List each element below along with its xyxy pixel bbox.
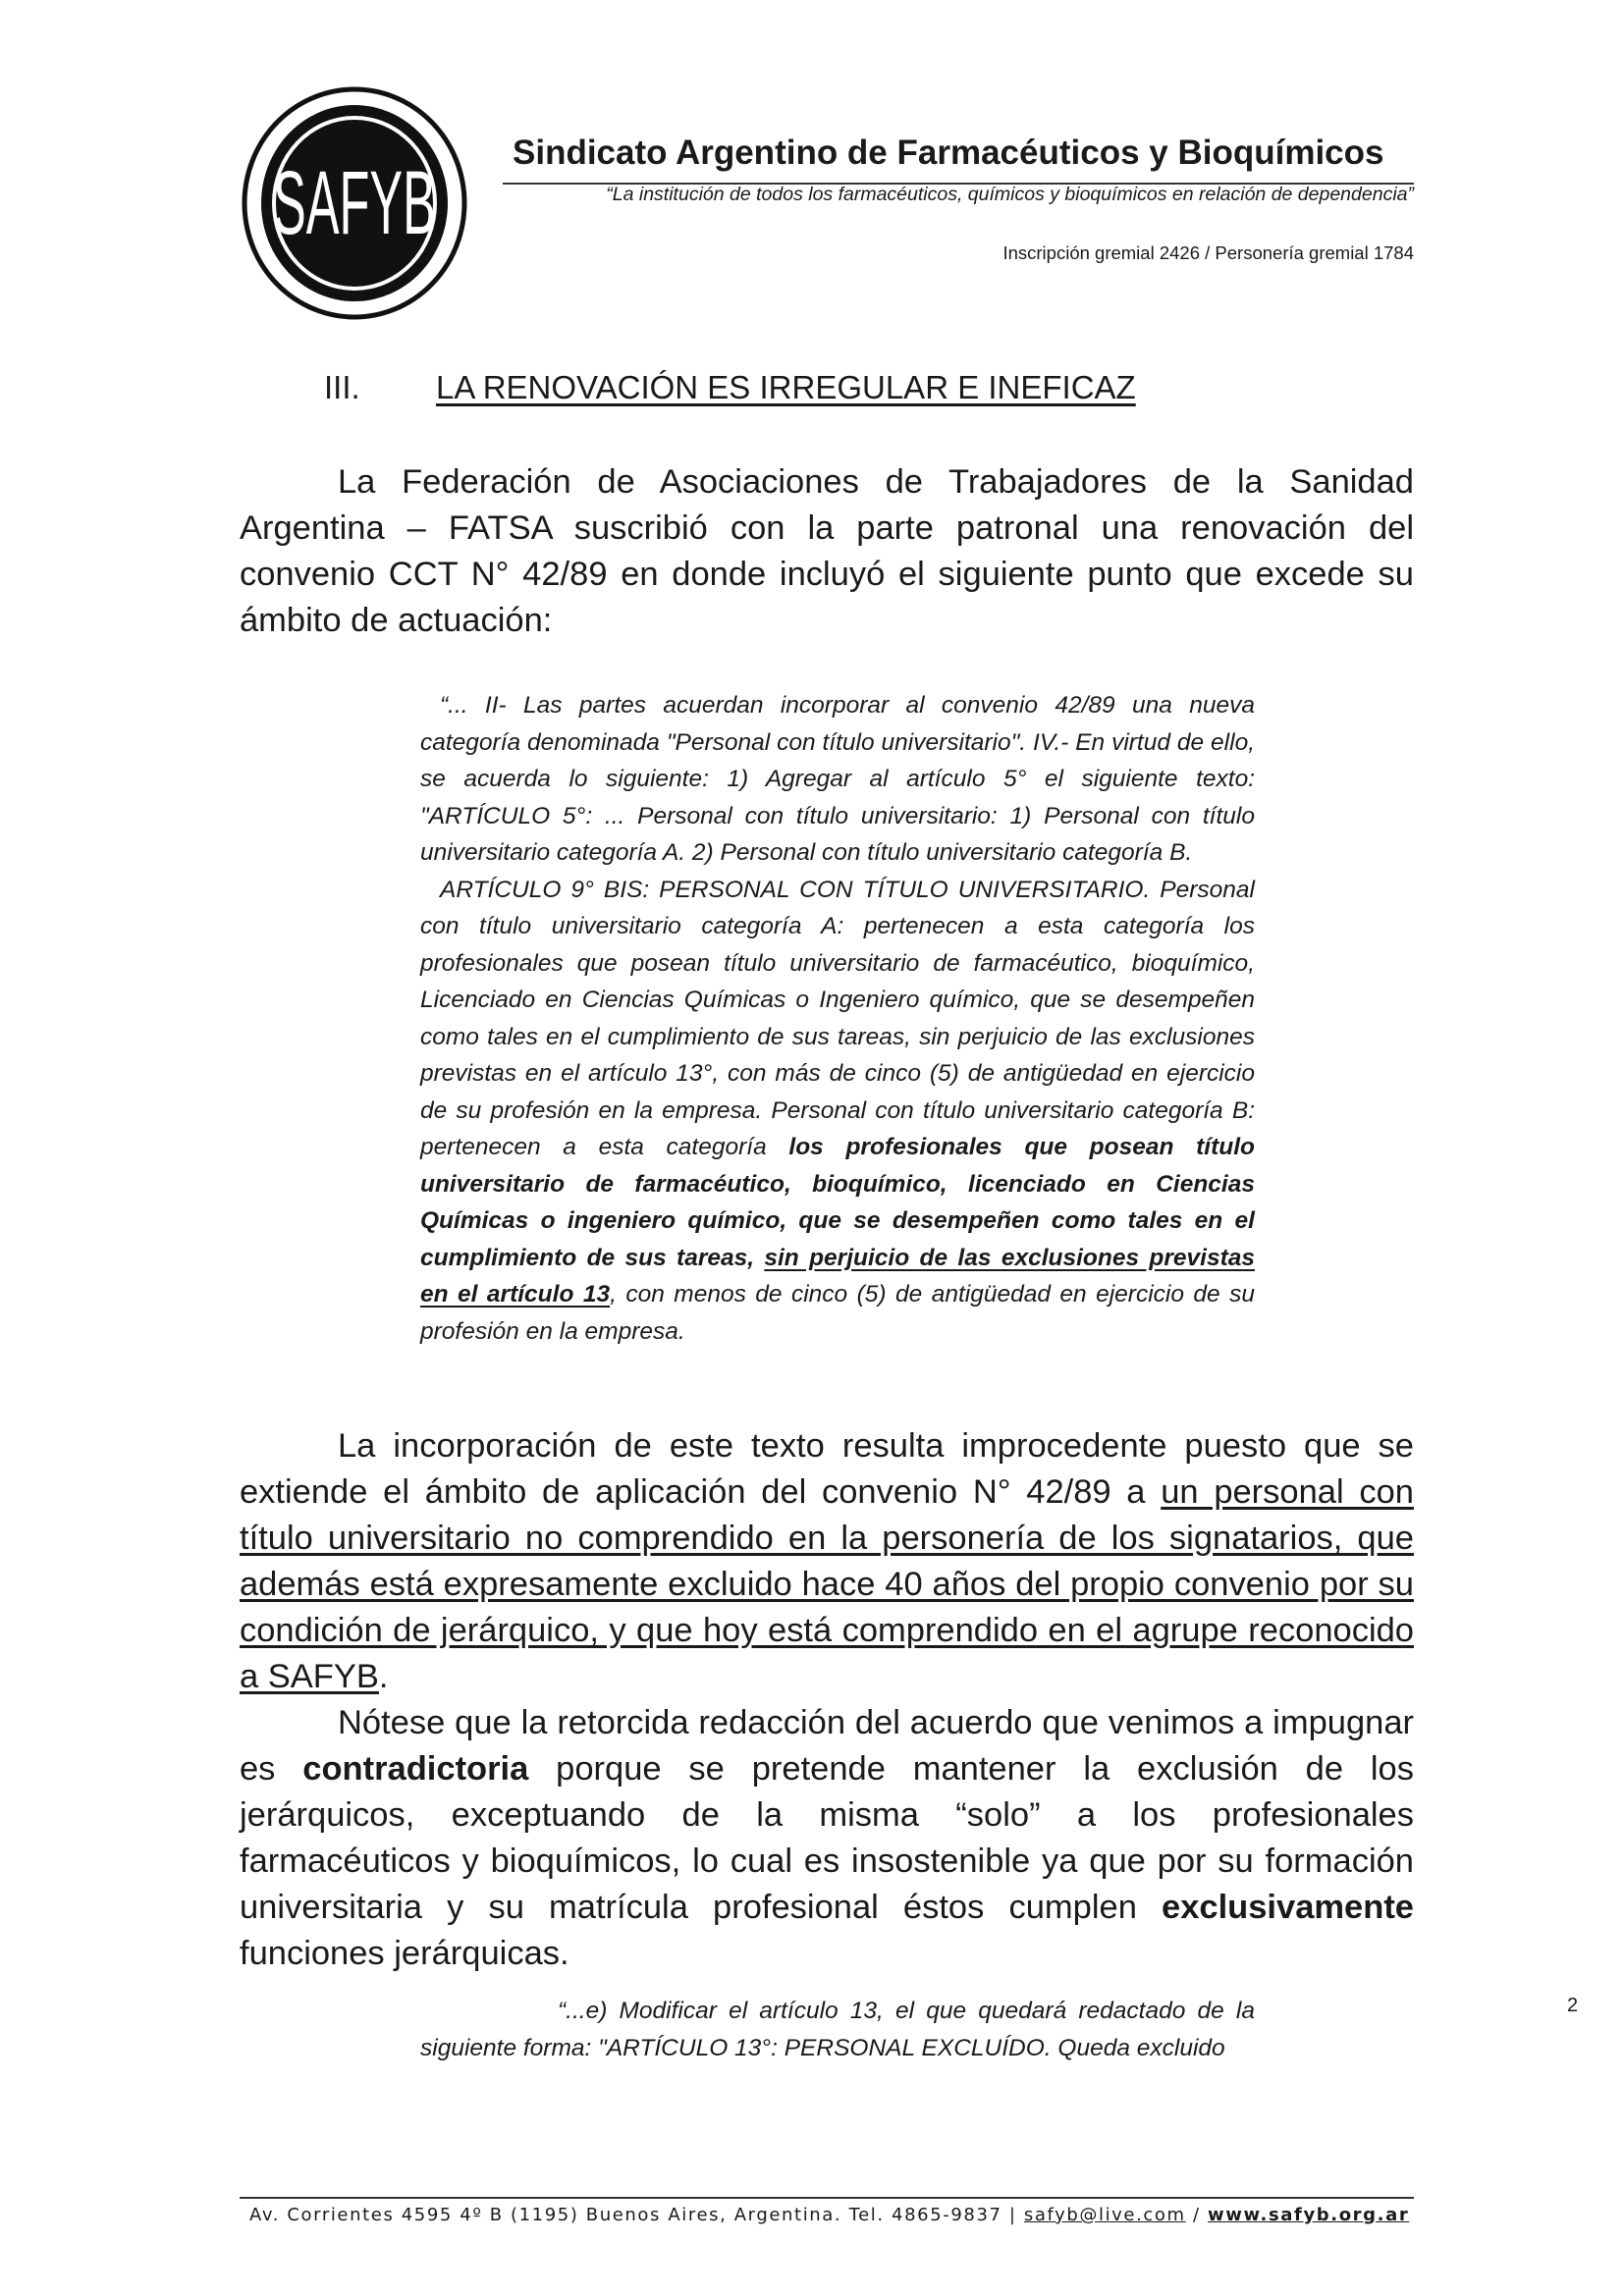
footer-address: Av. Corrientes 4595 4º B (1195) Buenos Aires, Argentina. Tel. 4865-9837 |: [249, 2205, 1024, 2225]
body-paragraphs: [240, 1423, 1414, 1977]
section-title: LA RENOVACIÓN ES IRREGULAR E INEFICAZ: [436, 369, 1136, 405]
org-registration: Inscripción gremial 2426 / Personería gremial 1784: [1002, 242, 1414, 263]
quote-1: [420, 687, 1255, 1350]
footer-website-link[interactable]: www.safyb.org.ar: [1207, 2205, 1410, 2225]
footer-email-link[interactable]: safyb@live.com: [1023, 2205, 1186, 2225]
quote-1-part-a: “... II- Las partes acuerdan incorporar al convenio 42/89 una nueva categoría denominada "Personal con título universitario". IV.- En virtud de ello, se acuerda lo siguiente: 1) Agregar al artículo 5° el siguiente texto: "ARTÍCULO 5°: ... Personal con título universitario: 1) Personal con título universitario categoría A. 2) Personal con título universitario categoría B.: [420, 692, 1255, 866]
page-number: 2: [1567, 1995, 1579, 2016]
quote-1-underlined-text: sin perjuicio de las exclusiones previstas en el artículo 13: [420, 1244, 1255, 1308]
quote-1-part-b-text: ARTÍCULO 9° BIS: PERSONAL CON TÍTULO UNIVERSITARIO. Personal con título universitario categoría A: pertenecen a esta categoría los profesionales que posean título universitario de farmacéutico, bioquímico, Licenciado en Ciencias Químicas o Ingeniero químico, que se desempeñen como tales en el cumplimiento de sus tareas, sin perjuicio de las exclusiones previstas en el artículo 13°, con más de cinco (5) de antigüedad en ejercicio de su profesión en la empresa. Personal con título universitario categoría B: pertenecen a esta categoría: [420, 876, 1255, 1160]
paragraph-3-text: Nótese que la retorcida redacción del acuerdo que venimos a impugnar es: [240, 1704, 1414, 1788]
paragraph-2-end: .: [378, 1658, 389, 1695]
paragraph-3: [240, 1700, 1414, 1977]
paragraph-1-text: La Federación de Asociaciones de Trabajadores de la Sanidad Argentina – FATSA suscribió con la parte patronal una renovación del convenio CCT N° 42/89 en donde incluyó el siguiente punto que excede su ámbito de actuación:: [240, 463, 1414, 639]
quote-1-part-b: [420, 872, 1255, 1351]
section-heading: [324, 369, 1136, 406]
logo-lettering: SAFYB: [273, 151, 436, 253]
paragraph-3-bold-1: contradictoria: [302, 1750, 529, 1788]
paragraph-1: [240, 459, 1414, 644]
paragraph-3-end: funciones jerárquicas.: [240, 1935, 569, 1972]
quote-1-bold-text: los profesionales que posean título universitario de farmacéutico, bioquímico, licenciado en Ciencias Químicas o ingeniero químico, que se desempeñen como tales en el cumplimiento de sus tareas,: [420, 1134, 1255, 1271]
footer: [249, 2205, 1414, 2225]
paragraph-3-bold-2: exclusivamente: [1162, 1889, 1414, 1926]
paragraph-3-mid: porque se pretende mantener la exclusión de los jerárquicos, exceptuando de la misma “solo” a los profesionales farmacéuticos y bioquímicos, lo cual es insostenible ya que por su formación universitaria y su matrícula profesional éstos cumplen: [240, 1750, 1414, 1926]
footer-rule: [240, 2197, 1414, 2199]
org-motto: “La institución de todos los farmacéuticos, químicos y bioquímicos en relación de dependencia”: [606, 184, 1414, 205]
paragraph-2-underlined: un personal con título universitario no comprendido en la personería de los signatarios, que además está expresamente excluido hace 40 años del propio convenio por su condición de jerárquico, y que hoy está comprendido en el agrupe reconocido a SAFYB: [240, 1473, 1414, 1695]
paragraph-2-text: La incorporación de este texto resulta improcedente puesto que se extiende el ámbito de aplicación del convenio N° 42/89 a: [240, 1427, 1414, 1511]
paragraph-2: [240, 1423, 1414, 1700]
safyb-logo: [242, 86, 467, 320]
footer-separator: /: [1185, 2205, 1208, 2225]
section-number: III.: [324, 369, 360, 405]
quote-2: “...e) Modificar el artículo 13, el que quedará redactado de la siguiente forma: "ARTÍCULO 13°: PERSONAL EXCLUÍDO. Queda excluido: [420, 1998, 1255, 2061]
quote-1-end-text: , con menos de cinco (5) de antigüedad en ejercicio de su profesión en la empresa.: [420, 1281, 1255, 1345]
org-name: Sindicato Argentino de Farmacéuticos y Bioquímicos: [513, 133, 1384, 172]
